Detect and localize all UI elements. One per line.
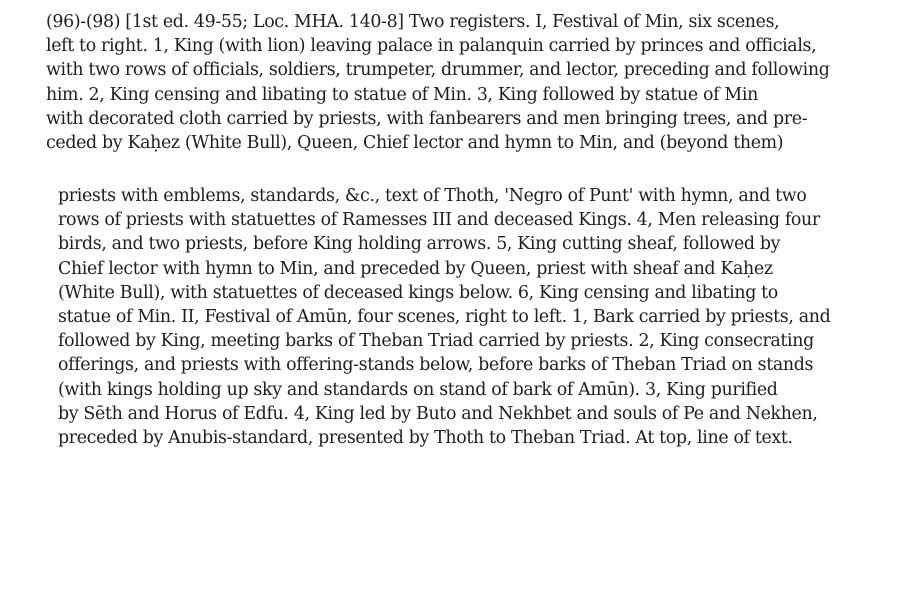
text-line: by Sēth and Horus of Edfu. 4, King led by Buto and Nekhbet and souls of Pe and Nekhen, [58,403,818,424]
text-line: statue of Min. II, Festival of Amūn, four scenes, right to left. 1, Bark carried by priests, and [58,306,831,327]
text-line: priests with emblems, standards, &c., text of Thoth, 'Negro of Punt' with hymn, and two [58,186,807,206]
text-line: (with kings holding up sky and standards on stand of bark of Amūn). 3, King purified [58,379,778,400]
text-line: followed by King, meeting barks of Theban Triad carried by priests. 2, King consecrating [58,331,814,352]
text-line: birds, and two priests, before King holding arrows. 5, King cutting sheaf, followed by [58,234,781,255]
paragraph-1 [46,10,852,155]
text-line: (White Bull), with statuettes of deceased kings below. 6, King censing and libating to [58,282,778,303]
text-line: preceded by Anubis-standard, presented by Thoth to Theban Triad. At top, line of text. [58,427,793,448]
text-line: left to right. 1, King (with lion) leaving palace in palanquin carried by princes and officials, [46,36,817,57]
text-line: Chief lector with hymn to Min, and preceded by Queen, priest with sheaf and Kaḥez [58,258,773,279]
text-line: ceded by Kaḥez (White Bull), Queen, Chief lector and hymn to Min, and (beyond them) [46,132,784,153]
text-line: with decorated cloth carried by priests, with fanbearers and men bringing trees, and pre- [46,108,808,129]
text-line: him. 2, King censing and libating to statue of Min. 3, King followed by statue of Min [46,84,758,105]
text-line: rows of priests with statuettes of Ramesses III and deceased Kings. 4, Men releasing four [58,210,820,231]
text-line: with two rows of officials, soldiers, trumpeter, drummer, and lector, preceding and following [46,60,830,81]
paragraph-2 [58,184,854,450]
text-line: (96)-(98) [1st ed. 49-55; Loc. MHA. 140-8] Two registers. I, Festival of Min, six scenes, [46,12,780,32]
text-line: offerings, and priests with offering-stands below, before barks of Theban Triad on stands [58,355,814,376]
